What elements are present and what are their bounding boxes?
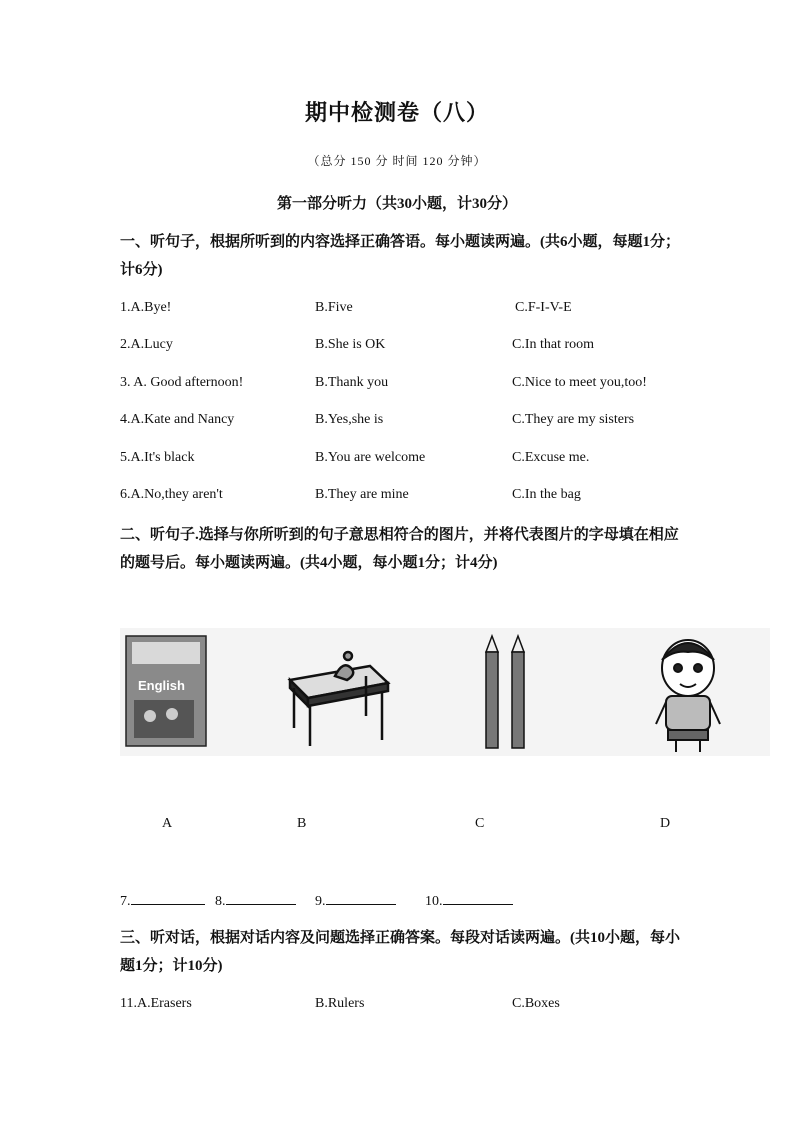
- desk-table-image: [290, 652, 388, 746]
- exam-info: （总分 150 分 时间 120 分钟）: [307, 154, 487, 168]
- blank-8-line[interactable]: [226, 890, 296, 905]
- two-pencils-image: [486, 636, 524, 748]
- section3-instruction: 三、听对话，根据对话内容及问题选择正确答案。每段对话读两遍。(共10小题，每小题1分；计10分): [120, 930, 680, 974]
- answer-blank-9[interactable]: [315, 890, 396, 910]
- picture-strip: [120, 628, 770, 756]
- answer-blank-8[interactable]: [215, 890, 296, 910]
- q2-option-a: 2.A.Lucy: [120, 337, 173, 352]
- blank-7-line[interactable]: [131, 890, 205, 905]
- q5-option-c: C.Excuse me.: [512, 450, 590, 465]
- blank-7-number: 7.: [120, 894, 131, 909]
- answer-blank-7[interactable]: [120, 890, 205, 910]
- q6-option-a: 6.A.No,they aren't: [120, 487, 223, 502]
- q1-option-c: C.F-I-V-E: [515, 300, 572, 315]
- book-cover-text: English: [138, 678, 185, 693]
- section1-instruction: 一、听句子，根据所听到的内容选择正确答语。每小题读两遍。(共6小题，每题1分；计6分): [120, 234, 680, 278]
- q3-option-c: C.Nice to meet you,too!: [512, 375, 647, 390]
- section2-instruction: 二、听句子.选择与你所听到的句子意思相符合的图片，并将代表图片的字母填在相应的题号后。每小题读两遍。(共4小题，每小题1分；计4分): [120, 527, 679, 571]
- q11-option-a: 11.A.Erasers: [120, 996, 192, 1011]
- q4-option-c: C.They are my sisters: [512, 412, 635, 427]
- page-title: 期中检测卷（八）: [304, 100, 489, 125]
- q6-option-b: B.They are mine: [315, 487, 409, 502]
- picture-label-c: C: [475, 816, 485, 831]
- q2-option-c: C.In that room: [512, 337, 595, 352]
- q3-option-a: 3. A. Good afternoon!: [120, 375, 244, 390]
- q11-option-c: C.Boxes: [512, 996, 560, 1011]
- q6-option-c: C.In the bag: [512, 487, 581, 502]
- q1-option-b: B.Five: [315, 300, 353, 315]
- q4-option-b: B.Yes,she is: [315, 412, 384, 427]
- picture-label-b: B: [297, 816, 307, 831]
- picture-label-a: A: [162, 816, 173, 831]
- q4-option-a: 4.A.Kate and Nancy: [120, 412, 235, 427]
- blank-9-line[interactable]: [326, 890, 396, 905]
- q5-option-a: 5.A.It's black: [120, 450, 195, 465]
- blank-8-number: 8.: [215, 894, 226, 909]
- q1-option-a: 1.A.Bye!: [120, 300, 172, 315]
- q11-option-b: B.Rulers: [315, 996, 365, 1011]
- picture-label-d: D: [660, 816, 671, 831]
- english-book-image: [126, 636, 206, 746]
- q2-option-b: B.She is OK: [315, 337, 386, 352]
- part1-heading: 第一部分听力（共30小题，计30分）: [276, 196, 517, 212]
- answer-blank-10[interactable]: [425, 890, 513, 910]
- boy-image: [656, 640, 720, 752]
- q3-option-b: B.Thank you: [315, 375, 389, 390]
- blank-10-line[interactable]: [443, 890, 513, 905]
- blank-10-number: 10.: [425, 894, 443, 909]
- blank-9-number: 9.: [315, 894, 326, 909]
- pictures-svg: [120, 628, 770, 756]
- q5-option-b: B.You are welcome: [315, 450, 426, 465]
